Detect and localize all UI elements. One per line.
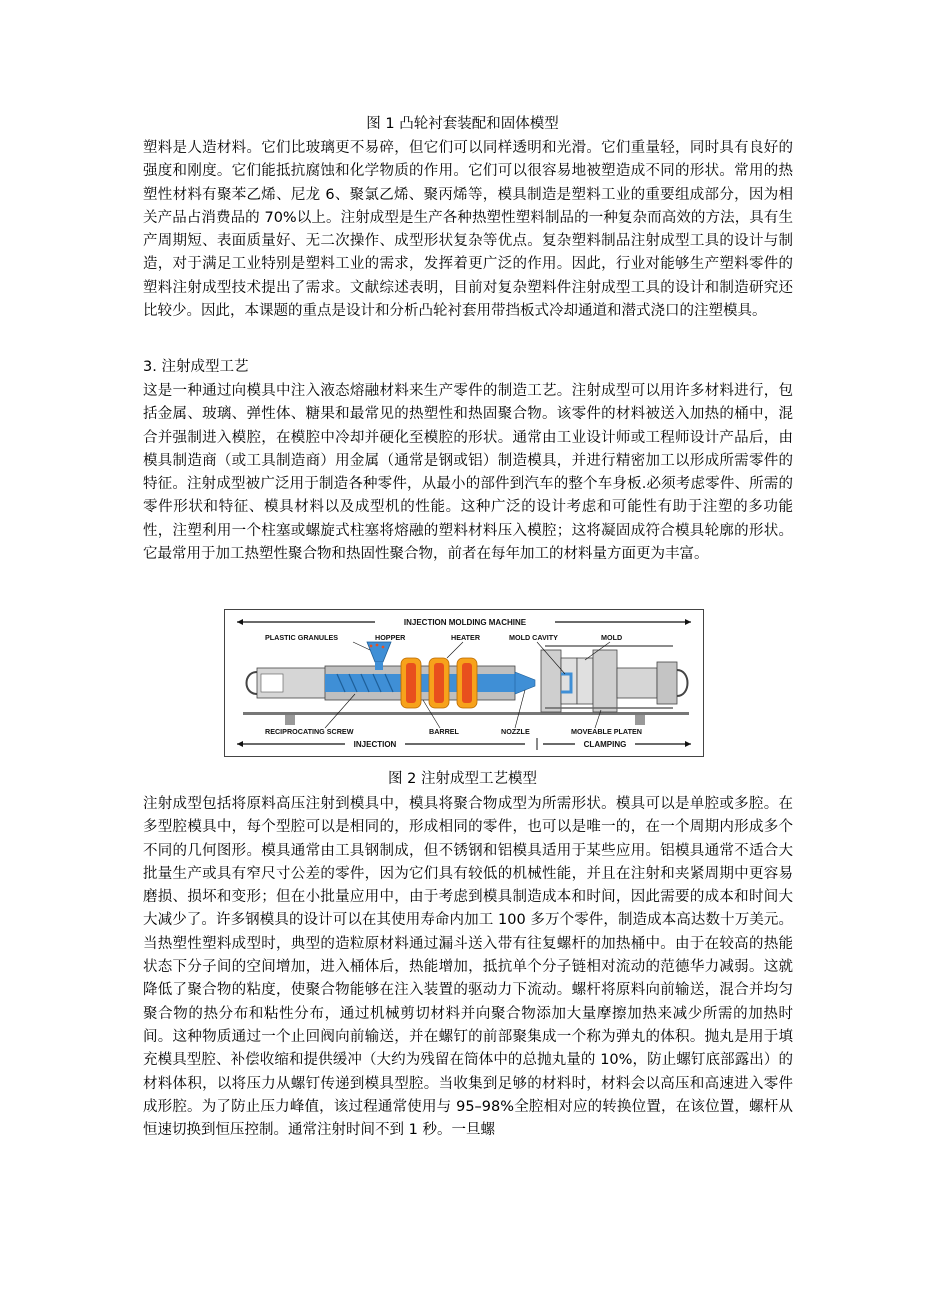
label-hopper: HOPPER — [375, 633, 406, 642]
hydraulic-hose — [247, 672, 258, 694]
figure-1-caption: 图 1 凸轮衬套装配和固体模型 — [366, 116, 559, 132]
moveable-platen-shape — [593, 650, 617, 712]
paragraph-injection-details: 注射成型包括将原料高压注射到模具中，模具将聚合物成型为所需形状。模具可以是单腔或多腔。在多型腔模具中，每个型腔可以是相同的，形成相同的零件，也可以是唯一的，在一个周期内形成多个不同的几何图形。模具通常由工具钢制成，但不锈钢和铝模具适用于某些应用。铝模具通常不适合大批量生产或具有窄尺寸公差的零件，因为它们具有较低的机械性能，并且在注射和夹紧周期中更容易磨损、损坏和变形；但在小批量应用中，由于考虑到模具制造成本和时间，因此需要的成本和时间大大减少了。许多钢模具的设计可以在其使用寿命内加工 100 多万个零件，制造成本高达数十万美元。当热塑性塑料成型时，典型的造粒原材料通过漏斗送入带有往复螺杆的加热桶中。由于在较高的热能状态下分子间的空间增加，进入桶体后，热能增加，抵抗单个分子链相对流动的范德华力减弱。这就降低了聚合物的粘度，使聚合物能够在注入装置的驱动力下流动。螺杆将原料向前输送，混合并均匀聚合物的热分布和粘性分布，通过机械剪切材料并向聚合物添加大量摩擦加热来减少所需的加热时间。这种物质通过一个止回阀向前输送，并在螺钉的前部聚集成一个称为弹丸的体积。抛丸是用于填充模具型腔、补偿收缩和提供缓冲（大约为残留在筒体中的总抛丸量的 10%，防止螺钉底部露出）的材料体积，以将压力从螺钉传递到模具型腔。当收集到足够的材料时，材料会以高压和高速进入零件成形腔。为了防止压力峰值，该过程通常使用与 95–98%全腔相对应的转换位置，在该位置，螺杆从恒速切换到恒压控制。通常注射时间不到 1 秒。一旦螺 — [143, 796, 793, 1139]
heater-bands — [401, 658, 477, 708]
label-nozzle: NOZZLE — [501, 727, 530, 736]
mold-half-moving — [577, 658, 593, 704]
diagram-title: INJECTION MOLDING MACHINE — [403, 618, 527, 627]
mold-half-fixed — [561, 658, 577, 704]
injection-molding-diagram — [225, 610, 703, 756]
label-mold-cavity: MOLD CAVITY — [509, 633, 558, 642]
label-barrel: BARREL — [429, 727, 459, 736]
label-injection: INJECTION — [353, 740, 397, 749]
label-heater: HEATER — [451, 633, 481, 642]
label-clamping: CLAMPING — [583, 740, 627, 749]
label-plastic-granules: PLASTIC GRANULES — [265, 633, 339, 642]
paragraph-plastics-intro: 塑料是人造材料。它们比玻璃更不易碎，但它们可以同样透明和光滑。它们重量轻，同时具有良好的强度和刚度。它们能抵抗腐蚀和化学物质的作用。它们可以很容易地被塑造成不同的形状。常用的热塑性材料有聚苯乙烯、尼龙 6、聚氯乙烯、聚丙烯等，模具制造是塑料工业的重要组成部分，因为相关产品占消费品的 70%以上。注射成型是生产各种热塑性塑料制品的一种复杂而高效的方法，具有生产周期短、表面质量好、无二次操作、成型形状复杂等优点。复杂塑料制品注射成型工具的设计与制造，对于满足工业特别是塑料工业的需求，发挥着更广泛的作用。因此，行业对能够生产塑料零件的塑料注射成型技术提出了需求。文献综述表明，目前对复杂塑料件注射成型工具的设计和制造研究还比较少。因此，本课题的重点是设计和分析凸轮衬套用带挡板式冷却通道和潜式浇口的注塑模具。 — [143, 140, 793, 320]
base-rail — [243, 712, 689, 715]
label-reciprocating-screw: RECIPROCATING SCREW — [265, 727, 354, 736]
label-moveable-platen: MOVEABLE PLATEN — [571, 727, 642, 736]
section-heading: 3. 注射成型工艺 — [143, 359, 249, 375]
fixed-platen — [541, 650, 561, 712]
paragraph-injection-process: 这是一种通过向模具中注入液态熔融材料来生产零件的制造工艺。注射成型可以用许多材料进行，包括金属、玻璃、弹性体、糖果和最常见的热塑性和热固聚合物。该零件的材料被送入加热的桶中，混合并强制进入模腔，在模腔中冷却并硬化至模腔的形状。通常由工业设计师或工程师设计产品后，由模具制造商（或工具制造商）用金属（通常是钢或铝）制造模具，并进行精密加工以形成所需零件的特征。注射成型被广泛用于制造各种零件，从最小的部件到汽车的整个车身板.必须考虑零件、所需的零件形状和特征、模具材料以及成型机的性能。这种广泛的设计考虑和可能性有助于注塑的多功能性，注塑利用一个柱塞或螺旋式柱塞将熔融的塑料材料压入模腔；这将凝固成符合模具轮廓的形状。它最常用于加工热塑性聚合物和热固性聚合物，前者在每年加工的材料量方面更为丰富。 — [143, 383, 793, 563]
clamp-cylinder — [617, 668, 657, 698]
injection-molding-figure — [224, 609, 704, 757]
label-mold: MOLD — [601, 633, 623, 642]
figure-2-caption: 图 2 注射成型工艺模型 — [388, 771, 537, 787]
